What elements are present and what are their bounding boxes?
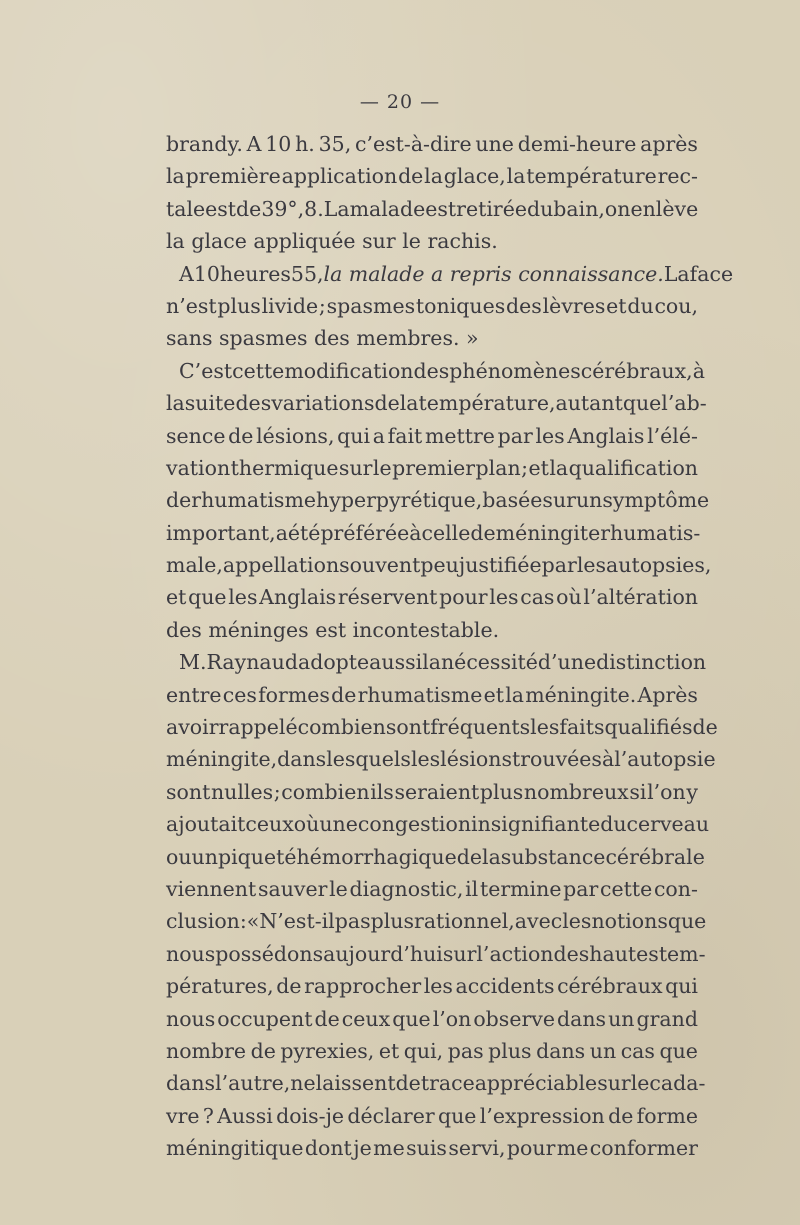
text-line: vre ? Aussi dois-je déclarer que l’expression de forme [166,1103,698,1128]
text-line: nous possédons aujourd’hui sur l’action des hautes tem- [166,941,706,966]
text-line: C’est cette modification des phénomènes cérébraux, à [179,358,705,383]
text-line: clusion : « N’est-il pas plus rationnel, avec les notions que [166,909,707,934]
text-line: dans l’autre, ne laissent de trace appréciable sur le cada- [166,1071,706,1096]
text-line: avoir rappelé combien sont fréquents les faits qualifiés de [166,715,718,740]
text-line: entre ces formes de rhumatisme et la méningite. Après [166,682,698,707]
text-line: viennent sauver le diagnostic, il termine par cette con- [166,876,698,901]
text-line: sence de lésions, qui a fait mettre par les Anglais l’élé- [166,423,698,448]
text-line: pératures, de rapprocher les accidents cérébraux qui [166,974,698,999]
text-line: ou un piqueté hémorrhagique de la substance cérébrale [166,844,705,869]
text-line: vation thermique sur le premier plan ; et la qualification [166,455,698,480]
text-line: de rhumatisme hyperpyrétique, basée sur un symptôme [166,488,710,513]
text-line: A 10 heures 55, la malade a repris connaissance. La face [166,258,698,290]
text-line: des méninges est incontestable. [166,617,500,642]
page-number: — 20 — [359,91,441,113]
body-text [166,128,734,1165]
text-line: n’est plus livide ; spasmes toniques des lèvres et du cou, [166,293,698,318]
text-line: méningitique dont je me suis servi, pour me conformer [166,1136,698,1161]
text-line: ajoutait ceux où une congestion insignifiante du cerveau [166,812,710,837]
italic-phrase: la malade a repris connaissance. [323,261,664,286]
text-line: brandy. A 10 h. 35, c’est-à-dire une demi-heure après [166,132,698,156]
text-line: tale est de 39°,8. La malade est retirée du bain, on enlève [166,196,699,221]
text-line: sans spasmes des membres. » [166,326,479,351]
text-line: la suite des variations de la température, autant que l’ab- [166,391,707,416]
text-line: M. Raynaud adopte aussi la nécessité d’une distinction [179,650,707,675]
text-line: important, a été préférée à celle de méningite rhumatis- [166,520,701,545]
text-line: la première application de la glace, la température rec- [166,164,698,189]
text-line: sont nulles ; combien ils seraient plus nombreux si l’on y [166,779,698,804]
text-line: nombre de pyrexies, et qui, pas plus dans un cas que [166,1038,698,1063]
text-line: méningite, dans lesquels les lésions trouvées à l’autopsie [166,747,716,772]
text-line: et que les Anglais réservent pour les cas où l’altération [166,585,698,610]
text-line: nous occupent de ceux que l’on observe dans un grand [166,1006,698,1031]
text-line: male, appellation souvent peu justifiée par les autopsies, [166,553,712,578]
text-line: la glace appliquée sur le rachis. [166,229,498,254]
